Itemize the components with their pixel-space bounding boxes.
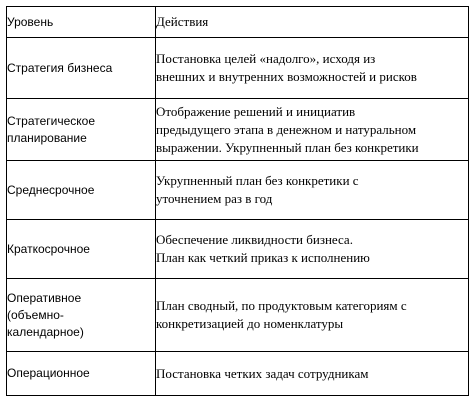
- action-cell: [156, 220, 469, 279]
- action-cell: [156, 279, 469, 352]
- action-text: предыдущего этапа в денежном и натуральном: [156, 121, 417, 137]
- level-text: Оперативное: [7, 290, 82, 305]
- level-cell: [7, 220, 156, 279]
- level-cell: [7, 352, 156, 396]
- level-cell: [7, 38, 156, 99]
- level-text: Краткосрочное: [7, 241, 90, 256]
- level-text: Среднесрочное: [7, 182, 95, 197]
- level-cell: [7, 279, 156, 352]
- table-row: [7, 161, 469, 220]
- action-text: Обеспечение ликвидности бизнеса.: [156, 232, 353, 247]
- action-cell: [156, 352, 469, 396]
- action-text: Отображение решений и инициатив: [156, 103, 356, 119]
- level-cell: [7, 161, 156, 220]
- table-row: [7, 279, 469, 352]
- level-cell: [7, 99, 156, 161]
- action-text: внешних и внутренних возможностей и рисков: [156, 69, 417, 84]
- level-text: (объемно-: [7, 307, 64, 322]
- action-text: План сводный, по продуктовым категориям с: [156, 298, 407, 313]
- header-level: Уровень: [7, 7, 156, 38]
- action-text: выражении. Укрупненный план без конкретики: [156, 139, 419, 155]
- level-text: Операционное: [7, 366, 90, 380]
- table-header-row: [7, 7, 469, 38]
- table-row: [7, 352, 469, 396]
- action-text: Постановка четких задач сотрудникам: [156, 365, 369, 381]
- table-row: [7, 99, 469, 161]
- action-text: конкретизацией до номенклатуры: [156, 316, 344, 331]
- action-cell: [156, 38, 469, 99]
- action-text: Укрупненный план без конкретики с: [156, 173, 359, 188]
- action-cell: [156, 99, 469, 161]
- action-text: уточнением раз в год: [156, 191, 273, 206]
- table-row: [7, 38, 469, 99]
- level-text: планирование: [7, 130, 87, 145]
- planning-levels-table: [6, 6, 469, 396]
- header-actions: Действия: [156, 7, 469, 38]
- level-text: Стратегия бизнеса: [7, 60, 113, 75]
- level-text: Стратегическое: [7, 113, 96, 128]
- level-text: календарное): [7, 324, 84, 339]
- action-cell: [156, 161, 469, 220]
- action-text: План как четкий приказ к исполнению: [156, 250, 370, 265]
- action-text: Постановка целей «надолго», исходя из: [156, 51, 376, 66]
- table-row: [7, 220, 469, 279]
